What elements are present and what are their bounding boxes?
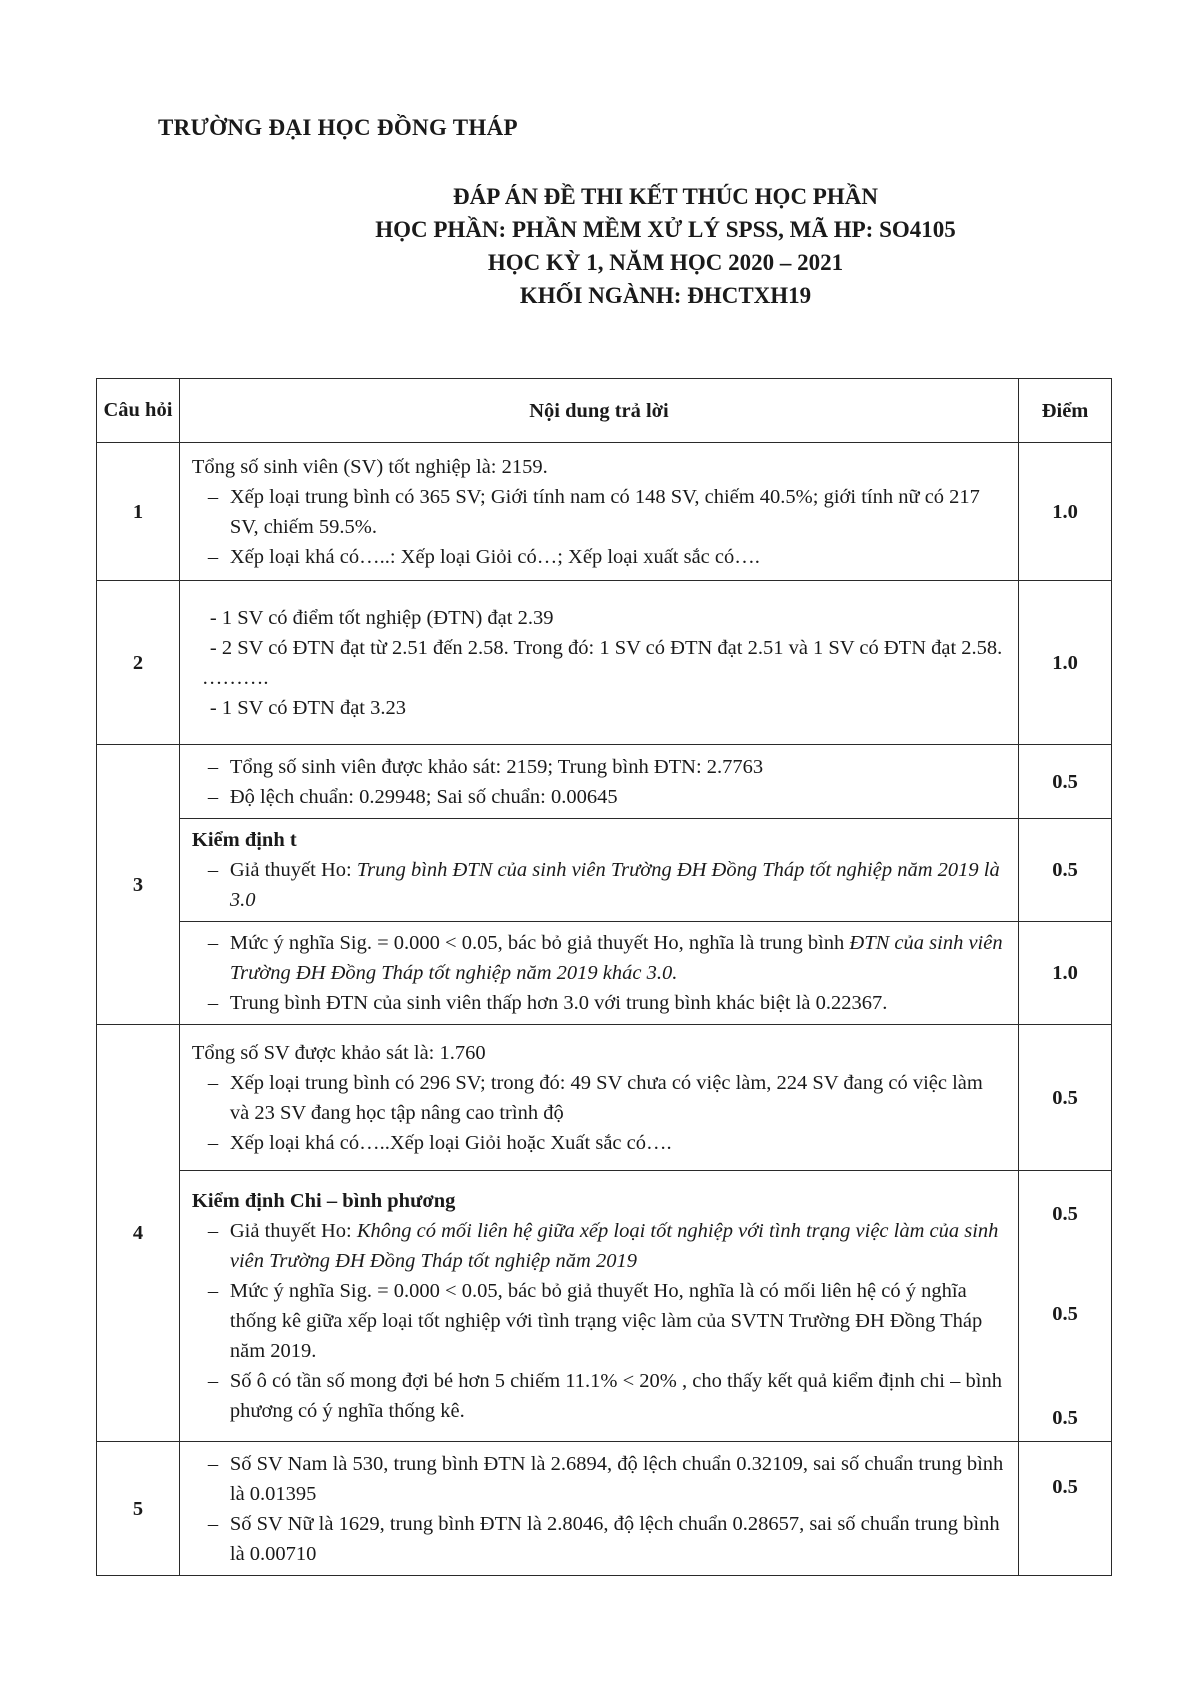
hypothesis-text: Trung bình ĐTN của sinh viên Trường ĐH Đồng Tháp tốt nghiệp năm 2019 là 3.0 [229,859,1000,911]
question-number: 1 [97,443,180,581]
section-heading: Kiểm định Chi – bình phương [191,1190,456,1212]
answer-line: – Trung bình ĐTN của sinh viên thấp hơn 3.0 với trung bình khác biệt là 0.22367. [192,988,1006,1018]
table-header-row [97,379,1112,443]
answer-content [179,443,1018,581]
hypothesis-label: Giả thuyết Ho: [229,1220,357,1242]
score: 0.5 [1019,819,1112,922]
question-number: 5 [97,1442,180,1576]
header-question: Câu hỏi [97,379,180,443]
answer-line: – Tổng số sinh viên được khảo sát: 2159; Trung bình ĐTN: 2.7763 [192,752,1006,782]
answer-line: - 1 SV có điểm tốt nghiệp (ĐTN) đạt 2.39 [192,603,1006,633]
answer-line [192,928,1006,988]
question-number: 4 [97,1025,180,1442]
score-cell [1019,1171,1112,1442]
answer-content [179,1442,1018,1576]
answer-line: - 2 SV có ĐTN đạt từ 2.51 đến 2.58. Trong đó: 1 SV có ĐTN đạt 2.51 và 1 SV có ĐTN đạt 2.58. [192,633,1006,663]
score: 0.5 [1019,745,1112,819]
score: 1.0 [1019,581,1112,745]
answer-line: – Xếp loại khá có…..: Xếp loại Giỏi có…; Xếp loại xuất sắc có…. [192,542,1006,572]
answer-line: ………. [201,666,269,689]
answer-content [179,819,1018,922]
section-heading: Kiểm định t [191,829,297,851]
conclusion-label: Mức ý nghĩa Sig. = 0.000 < 0.05, bác bỏ giả thuyết Ho, nghĩa là trung bình [229,932,850,954]
header-score: Điểm [1019,379,1112,443]
answer-content [179,745,1018,819]
question-number: 2 [97,581,180,745]
score: 0.5 [1052,1476,1078,1498]
table-row [97,1442,1112,1576]
table-row [97,581,1112,745]
question-number: 3 [97,745,180,1025]
semester-title: HỌC KỲ 1, NĂM HỌC 2020 – 2021 [487,250,844,275]
exam-title: ĐÁP ÁN ĐỀ THI KẾT THÚC HỌC PHẦN [453,184,878,209]
answer-line: – Xếp loại trung bình có 365 SV; Giới tính nam có 148 SV, chiếm 40.5%; giới tính nữ có 217 SV, chiếm 59.5%. [192,482,1006,542]
conclusion-text: ĐTN của sinh viên Trường ĐH Đồng Tháp tốt nghiệp năm 2019 khác 3.0. [229,932,1003,984]
answer-content [179,1025,1018,1171]
answer-line [192,1216,1006,1276]
answer-table [96,378,1112,1576]
table-row [97,922,1112,1025]
hypothesis-text: Không có mối liên hệ giữa xếp loại tốt nghiệp với tình trạng việc làm của sinh viên Trường ĐH Đồng Tháp tốt nghiệp năm 2019 [229,1220,999,1272]
answer-content [179,922,1018,1025]
answer-line: – Xếp loại trung bình có 296 SV; trong đó: 49 SV chưa có việc làm, 224 SV đang có việc làm và 23 SV đang học tập nâng cao trình độ [192,1068,1006,1128]
table-row [97,1171,1112,1442]
score: 0.5 [1052,1203,1078,1225]
header-content: Nội dung trả lời [179,379,1018,443]
answer-line: Tổng số SV được khảo sát là: 1.760 [191,1041,486,1064]
table-row [97,819,1112,922]
answer-line: – Số SV Nữ là 1629, trung bình ĐTN là 2.8046, độ lệch chuẩn 0.28657, sai số chuẩn trung bình là 0.00710 [192,1509,1006,1569]
hypothesis-label: Giả thuyết Ho: [229,859,357,881]
answer-line: – Độ lệch chuẩn: 0.29948; Sai số chuẩn: 0.00645 [192,782,1006,812]
score: 1.0 [1019,922,1112,1025]
score-cell [1019,1442,1112,1576]
answer-content [179,1171,1018,1442]
answer-line: – Mức ý nghĩa Sig. = 0.000 < 0.05, bác bỏ giả thuyết Ho, nghĩa là có mối liên hệ có ý nghĩa thống kê giữa xếp loại tốt nghiệp với tình trạng việc làm của SVTN Trường ĐH Đồng Tháp năm 2019. [192,1276,1006,1366]
course-title: HỌC PHẦN: PHẦN MỀM XỬ LÝ SPSS, MÃ HP: SO4105 [375,217,956,242]
answer-line: - 1 SV có ĐTN đạt 3.23 [192,693,1006,723]
school-name: TRƯỜNG ĐẠI HỌC ĐỒNG THÁP [158,115,518,140]
table-row [97,745,1112,819]
answer-content [179,581,1018,745]
score: 0.5 [1052,1407,1078,1429]
answer-line: – Số SV Nam là 530, trung bình ĐTN là 2.6894, độ lệch chuẩn 0.32109, sai số chuẩn trung bình là 0.01395 [192,1449,1006,1509]
score: 1.0 [1019,443,1112,581]
title-block [0,180,1191,312]
answer-line: – Số ô có tần số mong đợi bé hơn 5 chiếm 11.1% < 20% , cho thấy kết quả kiểm định chi – bình phương có ý nghĩa thống kê. [192,1366,1006,1426]
score: 0.5 [1019,1025,1112,1171]
answer-line: – Xếp loại khá có…..Xếp loại Giỏi hoặc Xuất sắc có…. [192,1128,1006,1158]
score: 0.5 [1052,1303,1078,1325]
cohort-title: KHỐI NGÀNH: ĐHCTXH19 [519,283,812,308]
answer-line: Tổng số sinh viên (SV) tốt nghiệp là: 2159. [191,455,548,478]
answer-line [192,855,1006,915]
table-row [97,1025,1112,1171]
table-row [97,443,1112,581]
